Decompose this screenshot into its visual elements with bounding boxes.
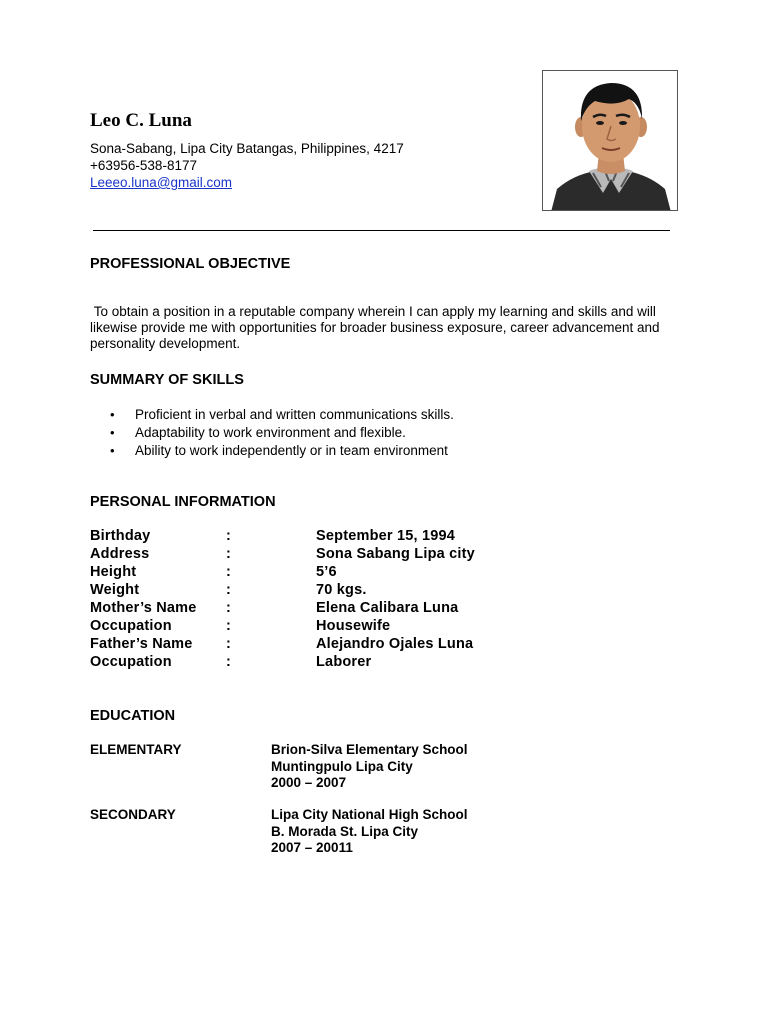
address-line: Sona-Sabang, Lipa City Batangas, Philippines, 4217 [90, 141, 404, 156]
education-level: SECONDARY [90, 807, 176, 822]
profile-photo-illustration [543, 71, 678, 211]
info-row [90, 653, 475, 671]
info-row [90, 599, 475, 617]
info-separator: : [226, 582, 232, 598]
info-separator: : [226, 600, 232, 616]
school-location: Muntingpulo Lipa City [271, 758, 413, 774]
email-link[interactable]: Leeeo.luna@gmail.com [90, 175, 233, 190]
education-level: ELEMENTARY [90, 742, 182, 757]
info-row [90, 617, 475, 635]
info-value: Sona Sabang Lipa city [316, 546, 475, 562]
info-separator: : [226, 528, 232, 544]
info-label: Height [90, 564, 137, 580]
info-value: Alejandro Ojales Luna [316, 636, 474, 652]
education-details [271, 807, 468, 857]
objective-text: To obtain a position in a reputable company wherein I can apply my learning and skills and will likewise provide me with opportunities for broader business exposure, career advancement and personality development. [90, 304, 664, 351]
info-label: Mother’s Name [90, 600, 197, 616]
info-label: Occupation [90, 654, 172, 670]
skills-list [110, 406, 454, 460]
education-details [271, 742, 468, 792]
info-label: Birthday [90, 528, 151, 544]
applicant-name: Leo C. Luna [90, 110, 192, 131]
skills-heading: SUMMARY OF SKILLS [90, 372, 244, 388]
school-years: 2007 – 20011 [271, 840, 353, 855]
school-location: B. Morada St. Lipa City [271, 823, 419, 839]
info-separator: : [226, 618, 232, 634]
info-row [90, 545, 475, 563]
skill-item: • Adaptability to work environment and flexible. [110, 424, 454, 442]
info-value: 5’6 [316, 564, 337, 580]
info-row [90, 581, 475, 599]
info-value: Housewife [316, 618, 391, 634]
info-label: Occupation [90, 618, 172, 634]
info-value: September 15, 1994 [316, 528, 456, 544]
header-divider [93, 230, 670, 231]
phone-number: +63956-538-8177 [90, 158, 197, 173]
info-row [90, 527, 475, 545]
info-label: Father’s Name [90, 636, 193, 652]
school-name: Brion-Silva Elementary School [271, 742, 468, 757]
info-row [90, 635, 475, 653]
info-row [90, 563, 475, 581]
info-separator: : [226, 636, 232, 652]
info-value: 70 kgs. [316, 582, 367, 598]
info-value: Elena Calibara Luna [316, 600, 459, 616]
info-value: Laborer [316, 654, 372, 670]
profile-photo [542, 70, 678, 211]
info-label: Weight [90, 582, 140, 598]
info-label: Address [90, 546, 150, 562]
info-separator: : [226, 564, 232, 580]
objective-heading: PROFESSIONAL OBJECTIVE [90, 256, 291, 272]
skill-item: • Proficient in verbal and written communications skills. [110, 406, 454, 424]
skill-item: • Ability to work independently or in team environment [110, 442, 454, 460]
school-years: 2000 – 2007 [271, 775, 347, 790]
info-separator: : [226, 654, 232, 670]
personal-info-heading: PERSONAL INFORMATION [90, 494, 276, 510]
education-heading: EDUCATION [90, 708, 176, 724]
school-name: Lipa City National High School [271, 807, 468, 822]
personal-info-table [90, 527, 475, 671]
info-separator: : [226, 546, 232, 562]
